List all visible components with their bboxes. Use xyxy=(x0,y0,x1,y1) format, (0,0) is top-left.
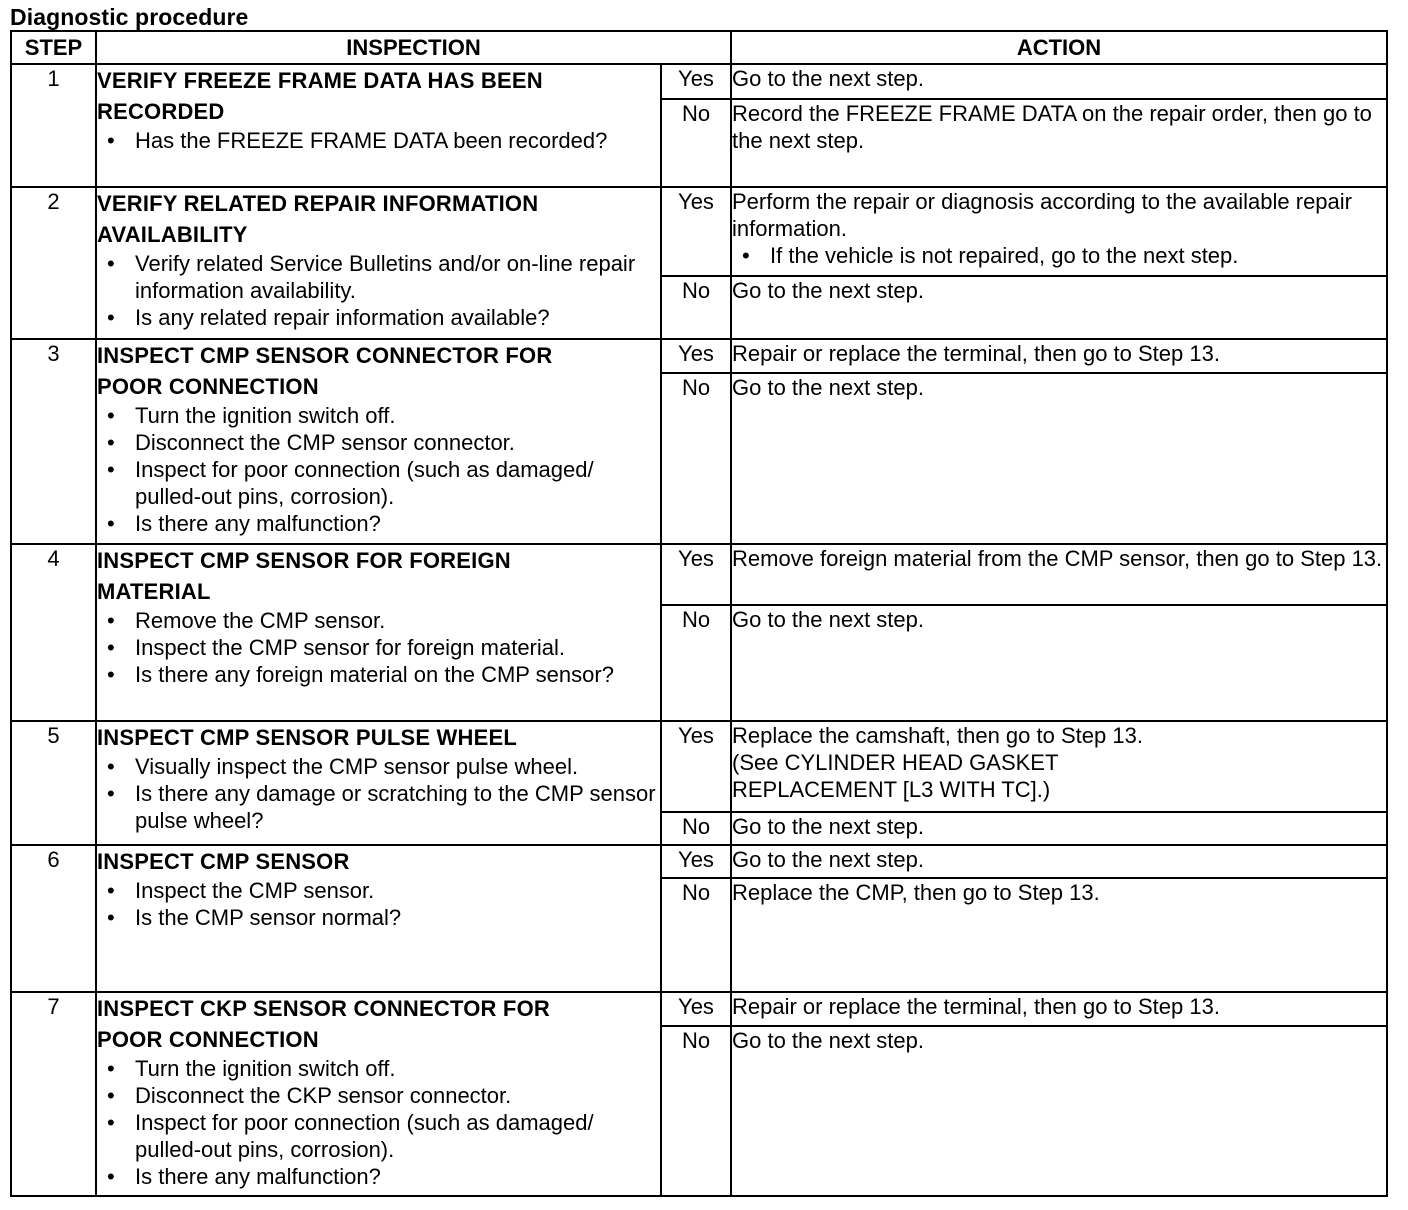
inspection-title-line: POOR CONNECTION xyxy=(97,1027,319,1052)
no-action xyxy=(731,878,1387,992)
inspection-bullet: • Is there any foreign material on the CMP sensor? xyxy=(97,661,660,688)
no-action xyxy=(731,373,1387,544)
step-number: 1 xyxy=(11,64,96,187)
inspection-bullet: • Is there any malfunction? xyxy=(97,1163,660,1190)
inspection-bullet: • Inspect for poor connection (such as damaged/ pulled-out pins, corrosion). xyxy=(97,1109,660,1163)
inspection-title-line: INSPECT CMP SENSOR PULSE WHEEL xyxy=(97,725,517,750)
inspection-title-line: POOR CONNECTION xyxy=(97,374,319,399)
inspection-title xyxy=(97,188,660,250)
inspection-bullets xyxy=(97,402,660,537)
yes-label: Yes xyxy=(661,544,731,605)
no-action xyxy=(731,605,1387,721)
inspection-title xyxy=(97,993,660,1055)
yes-action xyxy=(731,721,1387,812)
step-number: 5 xyxy=(11,721,96,845)
inspection-bullet: • Remove the CMP sensor. xyxy=(97,607,660,634)
inspection-cell xyxy=(96,845,661,992)
step-row xyxy=(11,721,1387,812)
inspection-bullets xyxy=(97,1055,660,1190)
page-title: Diagnostic procedure xyxy=(10,4,249,30)
action-reference-line: (See CYLINDER HEAD GASKET xyxy=(732,750,1059,775)
yes-label: Yes xyxy=(661,64,731,99)
inspection-bullet: • Has the FREEZE FRAME DATA been recorded? xyxy=(97,127,660,154)
table-header-row xyxy=(11,31,1387,64)
inspection-title-line: AVAILABILITY xyxy=(97,222,248,247)
inspection-bullet: • Disconnect the CKP sensor connector. xyxy=(97,1082,660,1109)
yes-action xyxy=(731,845,1387,878)
inspection-cell xyxy=(96,721,661,845)
action-text: Replace the CMP, then go to Step 13. xyxy=(732,880,1100,905)
inspection-bullet: • Inspect the CMP sensor. xyxy=(97,877,660,904)
inspection-title-line: VERIFY RELATED REPAIR INFORMATION xyxy=(97,191,539,216)
inspection-title-line: RECORDED xyxy=(97,99,225,124)
action-text: Remove foreign material from the CMP sensor, then go to Step 13. xyxy=(732,546,1383,571)
step-row xyxy=(11,544,1387,605)
inspection-bullets xyxy=(97,127,660,154)
inspection-cell xyxy=(96,339,661,544)
inspection-title-line: INSPECT CKP SENSOR CONNECTOR FOR xyxy=(97,996,550,1021)
inspection-bullet: • Turn the ignition switch off. xyxy=(97,402,660,429)
step-number: 4 xyxy=(11,544,96,721)
action-bullets xyxy=(732,242,1386,269)
inspection-title xyxy=(97,340,660,402)
step-column-header: STEP xyxy=(11,31,96,64)
inspection-bullet: • Inspect for poor connection (such as damaged/ pulled-out pins, corrosion). xyxy=(97,456,660,510)
no-label: No xyxy=(661,812,731,845)
inspection-cell xyxy=(96,64,661,187)
inspection-bullet: • Verify related Service Bulletins and/or on-line repair information availability. xyxy=(97,250,660,304)
inspection-title xyxy=(97,65,660,127)
inspection-bullet: • Is the CMP sensor normal? xyxy=(97,904,660,931)
no-label: No xyxy=(661,1026,731,1196)
action-text: Record the FREEZE FRAME DATA on the repair order, then go to the next step. xyxy=(732,101,1372,153)
no-label: No xyxy=(661,373,731,544)
no-action xyxy=(731,276,1387,339)
inspection-bullet: • Is there any malfunction? xyxy=(97,510,660,537)
action-text: Go to the next step. xyxy=(732,814,925,839)
step-row xyxy=(11,339,1387,373)
step-row xyxy=(11,992,1387,1026)
action-text: Repair or replace the terminal, then go to Step 13. xyxy=(732,994,1220,1019)
action-column-header: ACTION xyxy=(731,31,1387,64)
no-action xyxy=(731,812,1387,845)
action-text: Perform the repair or diagnosis according to the available repair information. xyxy=(732,189,1352,241)
inspection-bullet: • Is there any damage or scratching to the CMP sensor pulse wheel? xyxy=(97,780,660,834)
diagnostic-procedure-table xyxy=(10,30,1388,1197)
step-row xyxy=(11,845,1387,878)
yes-label: Yes xyxy=(661,992,731,1026)
inspection-bullet: • Inspect the CMP sensor for foreign material. xyxy=(97,634,660,661)
yes-action xyxy=(731,187,1387,276)
step-number: 7 xyxy=(11,992,96,1196)
yes-action xyxy=(731,544,1387,605)
action-text: Go to the next step. xyxy=(732,1028,925,1053)
no-action xyxy=(731,99,1387,187)
yes-label: Yes xyxy=(661,845,731,878)
step-number: 2 xyxy=(11,187,96,339)
action-text: Replace the camshaft, then go to Step 13. xyxy=(732,723,1143,748)
inspection-title xyxy=(97,846,660,877)
action-text: Go to the next step. xyxy=(732,66,925,91)
yes-label: Yes xyxy=(661,721,731,812)
inspection-cell xyxy=(96,187,661,339)
no-action xyxy=(731,1026,1387,1196)
no-label: No xyxy=(661,276,731,339)
inspection-title xyxy=(97,545,660,607)
inspection-title-line: MATERIAL xyxy=(97,579,211,604)
no-label: No xyxy=(661,878,731,992)
inspection-bullet: • Disconnect the CMP sensor connector. xyxy=(97,429,660,456)
inspection-cell xyxy=(96,544,661,721)
step-row xyxy=(11,187,1387,276)
inspection-title-line: INSPECT CMP SENSOR xyxy=(97,849,350,874)
action-reference-line: REPLACEMENT [L3 WITH TC].) xyxy=(732,777,1051,802)
inspection-bullets xyxy=(97,877,660,931)
step-number: 6 xyxy=(11,845,96,992)
action-text: Repair or replace the terminal, then go to Step 13. xyxy=(732,341,1220,366)
step-number: 3 xyxy=(11,339,96,544)
inspection-cell xyxy=(96,992,661,1196)
inspection-title xyxy=(97,722,660,753)
action-text: Go to the next step. xyxy=(732,607,925,632)
inspection-title-line: INSPECT CMP SENSOR FOR FOREIGN xyxy=(97,548,511,573)
inspection-bullet: • Is any related repair information available? xyxy=(97,304,660,331)
no-label: No xyxy=(661,99,731,187)
yes-action xyxy=(731,64,1387,99)
action-text: Go to the next step. xyxy=(732,278,925,303)
inspection-bullets xyxy=(97,753,660,834)
action-text: Go to the next step. xyxy=(732,847,925,872)
inspection-bullets xyxy=(97,607,660,688)
inspection-column-header: INSPECTION xyxy=(96,31,731,64)
yes-action xyxy=(731,992,1387,1026)
inspection-bullet: • Turn the ignition switch off. xyxy=(97,1055,660,1082)
step-row xyxy=(11,64,1387,99)
inspection-bullets xyxy=(97,250,660,331)
inspection-bullet: • Visually inspect the CMP sensor pulse wheel. xyxy=(97,753,660,780)
yes-label: Yes xyxy=(661,339,731,373)
yes-label: Yes xyxy=(661,187,731,276)
action-text: Go to the next step. xyxy=(732,375,925,400)
no-label: No xyxy=(661,605,731,721)
yes-action xyxy=(731,339,1387,373)
inspection-title-line: INSPECT CMP SENSOR CONNECTOR FOR xyxy=(97,343,553,368)
action-bullet: • If the vehicle is not repaired, go to the next step. xyxy=(732,242,1386,269)
inspection-title-line: VERIFY FREEZE FRAME DATA HAS BEEN xyxy=(97,68,543,93)
